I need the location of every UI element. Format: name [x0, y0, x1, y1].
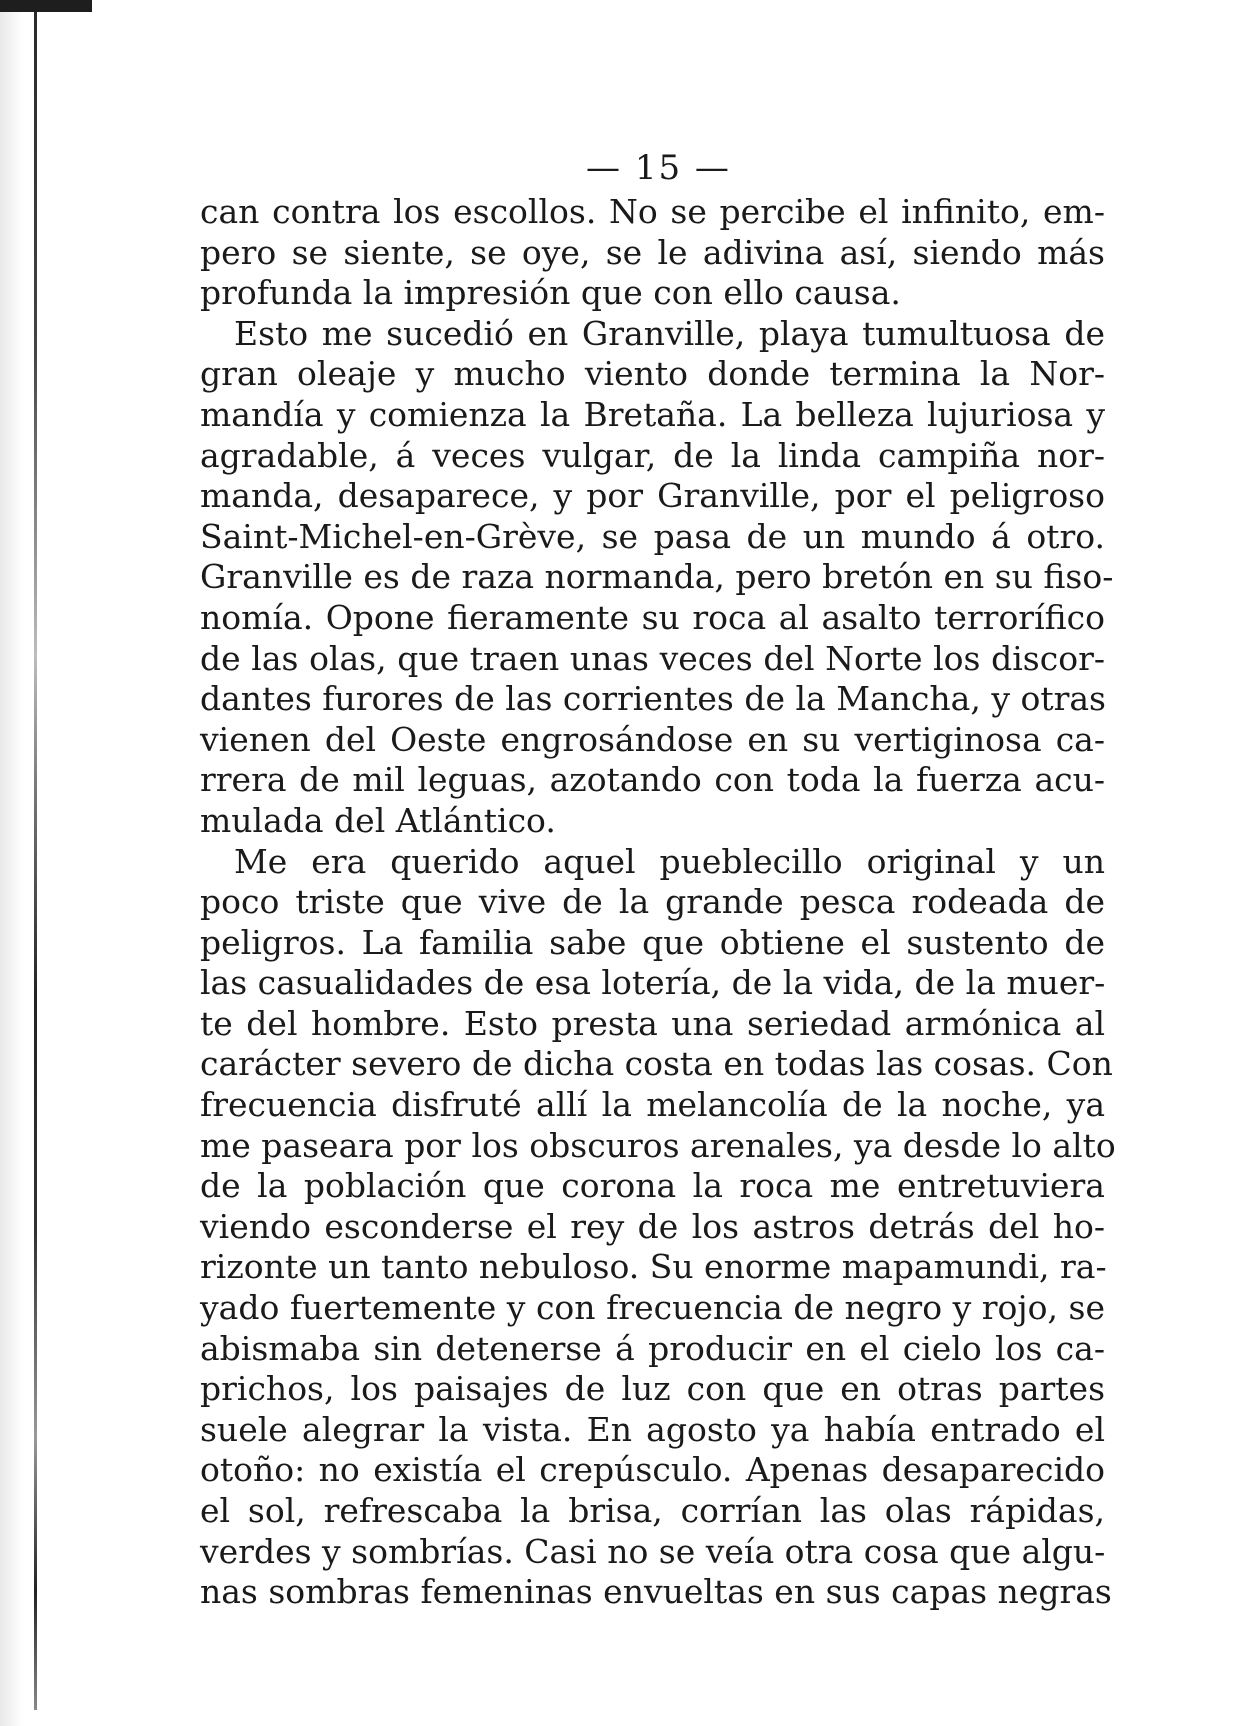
text-line: Esto me sucedió en Granville, playa tumultuosa de: [234, 313, 1105, 353]
text-line: nas sombras femeninas envueltas en sus capas negras: [200, 1572, 1112, 1612]
text-line: frecuencia disfruté allí la melancolía de la noche, ya: [200, 1085, 1105, 1125]
page-number: — 15 —: [586, 148, 731, 188]
text-line: Granville es de raza normanda, pero bretón en su fiso-: [200, 557, 1114, 597]
page-corner-shadow: [0, 0, 92, 12]
text-line: Saint-Michel-en-Grève, se pasa de un mundo á otro.: [200, 516, 1105, 556]
text-line: te del hombre. Esto presta una seriedad armónica al: [200, 1003, 1105, 1043]
text-line: rrera de mil leguas, azotando con toda la fuerza acu-: [200, 760, 1105, 800]
text-line: nomía. Opone fieramente su roca al asalto terrorífico: [200, 597, 1105, 637]
text-line: prichos, los paisajes de luz con que en otras partes: [200, 1369, 1105, 1409]
text-line: profunda la impresión que con ello causa.: [200, 273, 901, 313]
text-line: gran oleaje y mucho viento donde termina la Nor-: [200, 354, 1105, 394]
text-line: Me era querido aquel pueblecillo original y un: [234, 841, 1105, 881]
binding-edge: [0, 0, 26, 1726]
text-line: me paseara por los obscuros arenales, ya desde lo alto: [200, 1125, 1116, 1165]
text-line: pero se siente, se oye, se le adivina así, siendo más: [200, 232, 1105, 272]
text-line: de las olas, que traen unas veces del Norte los discor-: [200, 638, 1105, 678]
body-text: [200, 192, 1116, 1613]
text-line: verdes y sombrías. Casi no se veía otra cosa que algu-: [200, 1531, 1106, 1571]
text-line: manda, desaparece, y por Granville, por el peligroso: [200, 476, 1105, 516]
text-line: vienen del Oeste engrosándose en su vertiginosa ca-: [200, 719, 1105, 759]
text-line: can contra los escollos. No se percibe el infinito, em-: [200, 192, 1105, 231]
text-line: las casualidades de esa lotería, de la vida, de la muer-: [200, 963, 1106, 1003]
text-line: peligros. La familia sabe que obtiene el sustento de: [200, 922, 1105, 962]
binding-line: [34, 10, 37, 1710]
text-line: suele alegrar la vista. En agosto ya había entrado el: [200, 1409, 1105, 1449]
text-line: carácter severo de dicha costa en todas las cosas. Con: [200, 1044, 1113, 1084]
text-line: mandía y comienza la Bretaña. La belleza lujuriosa y: [200, 394, 1105, 434]
text-line: dantes furores de las corrientes de la Mancha, y otras: [200, 679, 1106, 719]
text-line: rizonte un tanto nebuloso. Su enorme mapamundi, ra-: [200, 1247, 1107, 1287]
text-line: abismaba sin detenerse á producir en el cielo los ca-: [200, 1328, 1105, 1368]
text-line: mulada del Atlántico.: [200, 800, 556, 840]
text-line: de la población que corona la roca me entretuviera: [200, 1166, 1105, 1206]
text-line: el sol, refrescaba la brisa, corrían las olas rápidas,: [200, 1491, 1105, 1530]
text-line: poco triste que vive de la grande pesca rodeada de: [200, 882, 1105, 922]
text-line: otoño: no existía el crepúsculo. Apenas desaparecido: [200, 1450, 1105, 1490]
text-line: agradable, á veces vulgar, de la linda campiña nor-: [200, 435, 1105, 475]
text-line: yado fuertemente y con frecuencia de negro y rojo, se: [200, 1288, 1105, 1328]
text-line: viendo esconderse el rey de los astros detrás del ho-: [200, 1206, 1105, 1246]
